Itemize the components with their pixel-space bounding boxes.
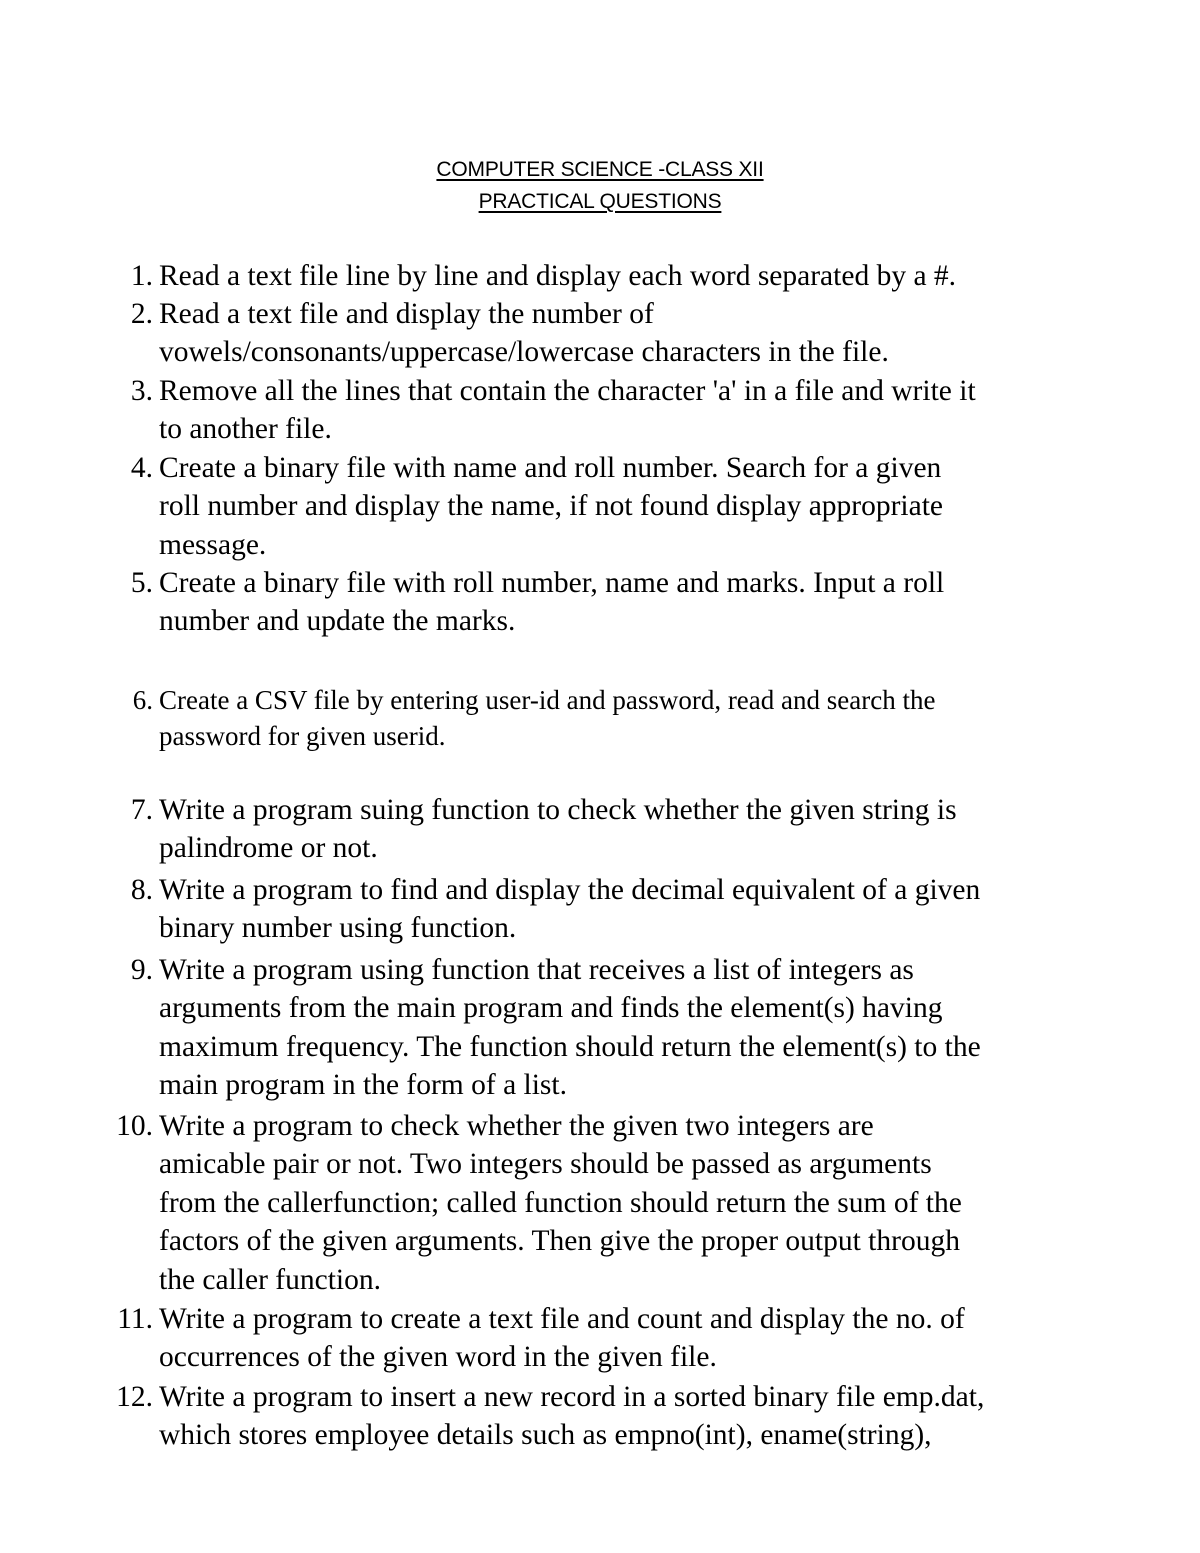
question-line: Write a program to insert a new record in a sorted binary file emp.dat,: [159, 1381, 985, 1413]
question-text: [159, 871, 1114, 948]
question-number: 9.: [130, 954, 153, 986]
question-line: Remove all the lines that contain the character 'a' in a file and write it: [159, 375, 976, 407]
document-subtitle: PRACTICAL QUESTIONS: [478, 190, 722, 213]
question-line: the caller function.: [159, 1263, 381, 1296]
question-line: Write a program to find and display the decimal equivalent of a given: [159, 874, 981, 906]
question-line: Create a binary file with roll number, name and marks. Input a roll: [159, 567, 945, 599]
question-line: binary number using function.: [159, 912, 517, 945]
question-line: roll number and display the name, if not found display appropriate: [159, 490, 944, 523]
question-text: [159, 1107, 1114, 1299]
question-line: Read a text file and display the number of: [159, 298, 654, 330]
document-title: COMPUTER SCIENCE -CLASS XII: [436, 158, 764, 181]
question-text: [159, 372, 1114, 449]
question-line: vowels/consonants/uppercase/lowercase characters in the file.: [159, 336, 889, 369]
question-text: [159, 1378, 1114, 1455]
question-number: 3.: [130, 375, 153, 407]
question-number: 6.: [132, 685, 153, 715]
question-text: [159, 791, 1114, 868]
question-number: 1.: [130, 260, 153, 292]
question-line: main program in the form of a list.: [159, 1069, 567, 1102]
question-line: Create a CSV file by entering user-id and password, read and search the: [159, 685, 936, 715]
question-number: 11.: [117, 1303, 153, 1335]
question-line: Write a program using function that receives a list of integers as: [159, 954, 914, 986]
question-line: password for given userid.: [159, 721, 446, 751]
question-line: occurrences of the given word in the given file.: [159, 1341, 717, 1374]
question-text: [159, 449, 1114, 564]
question-line: number and update the marks.: [159, 605, 516, 638]
question-line: from the callerfunction; called function should return the sum of the: [159, 1186, 962, 1219]
question-number: 4.: [130, 452, 153, 484]
question-line: maximum frequency. The function should return the element(s) to the: [159, 1030, 981, 1063]
question-text: [159, 1300, 1114, 1377]
question-line: to another file.: [159, 413, 332, 446]
question-line: palindrome or not.: [159, 832, 378, 865]
question-line: arguments from the main program and finds the element(s) having: [159, 992, 943, 1025]
question-line: which stores employee details such as empno(int), ename(string),: [159, 1419, 932, 1452]
question-text: [159, 564, 1114, 641]
question-number: 8.: [130, 874, 153, 906]
question-line: Write a program to create a text file and count and display the no. of: [159, 1303, 965, 1335]
question-line: amicable pair or not. Two integers should be passed as arguments: [159, 1148, 932, 1181]
question-text: [159, 951, 1114, 1105]
question-line: Write a program suing function to check whether the given string is: [159, 794, 957, 826]
question-line: message.: [159, 528, 267, 561]
question-text: [159, 682, 1114, 754]
question-number: 5.: [130, 567, 153, 599]
question-number: 10.: [116, 1110, 153, 1142]
question-number: 12.: [116, 1381, 153, 1413]
question-line: factors of the given arguments. Then give the proper output through: [159, 1225, 960, 1258]
question-text: [159, 295, 1114, 372]
question-line: Write a program to check whether the given two integers are: [159, 1110, 874, 1142]
question-number: 2.: [130, 298, 153, 330]
question-text: [159, 257, 1114, 295]
question-line: Read a text file line by line and display each word separated by a #.: [159, 260, 957, 292]
question-number: 7.: [130, 794, 153, 826]
question-line: Create a binary file with name and roll number. Search for a given: [159, 452, 942, 484]
